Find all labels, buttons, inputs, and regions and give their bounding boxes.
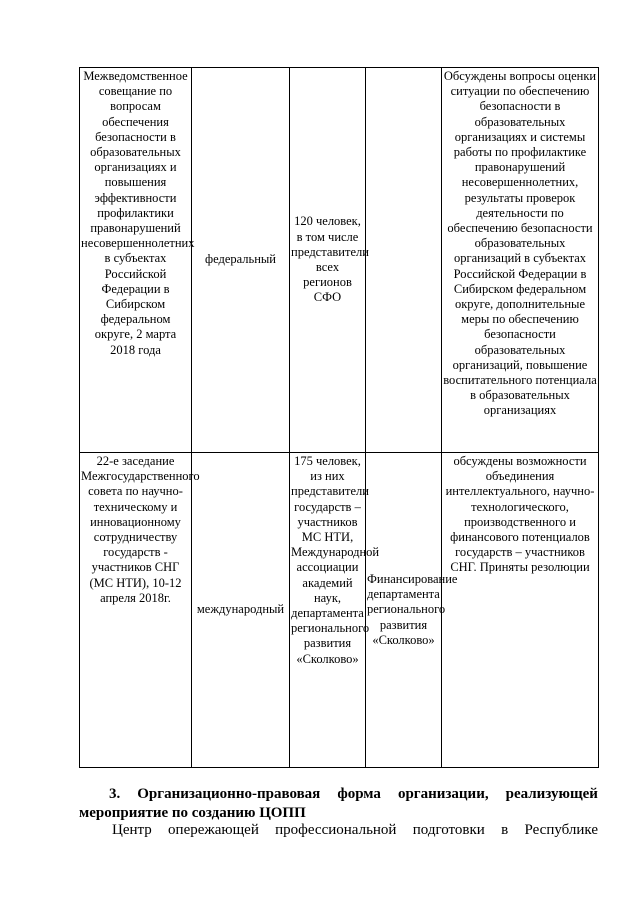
table-row [80, 453, 599, 768]
section-number: 3. [109, 786, 121, 802]
section-title-word: организации, [397, 786, 489, 802]
paragraph-word: Центр [112, 822, 152, 838]
level-cell [192, 453, 290, 768]
result-cell [442, 453, 599, 768]
level-cell [192, 68, 290, 453]
level-text: международный [196, 602, 285, 617]
organizer-cell [366, 453, 458, 768]
paragraph-word: профессиональной [275, 822, 397, 838]
section-heading [79, 785, 598, 823]
result-text: Обсуждены вопросы оценки ситуации по обеспечению безопасности в образовательных организациях и системы работы по профилактике правонарушений несовершеннолетних, результаты проверок деятельности по обеспечению безопасности образовательных организаций в субъектах Российской Федерации в Сибирском федеральном округе, дополнительные меры по обеспечению безопасности образовательных организаций, повышение воспитательного потенциала в образовательных организациях [443, 69, 597, 418]
table-row [80, 68, 599, 453]
paragraph-word: опережающей [168, 822, 259, 838]
section-title-line2: мероприятие по созданию ЦОПП [79, 805, 306, 821]
events-table [79, 67, 599, 768]
paragraph-word: в [501, 822, 509, 838]
section-title-word: Организационно-правовая [137, 786, 321, 802]
event-cell [80, 68, 195, 453]
organizer-text: Финансирование департамента регионального развития «Сколково» [367, 571, 458, 647]
participants-cell [290, 68, 369, 453]
participants-cell [290, 453, 380, 768]
level-text: федеральный [204, 252, 276, 267]
result-cell [442, 68, 599, 453]
event-text: Межведомственное совещание по вопросам обеспечения безопасности в образовательных организациях и повышения эффективности профилактики правонарушений несовершеннолетних в субъектах Российской Федерации в Сибирском федеральном округе, 2 марта 2018 года [81, 69, 195, 357]
paragraph-word: подготовки [412, 822, 485, 838]
paragraph-word: Республике [524, 822, 598, 838]
section-title-word: реализующей [505, 786, 598, 802]
event-cell [80, 453, 200, 768]
organizer-cell [366, 68, 442, 453]
event-text: 22-е заседание Межгосударственного совета по научно-техническому и инновационному сотрудничеству государств - участников СНГ (МС НТИ), 10-12 апреля 2018г. [81, 454, 200, 605]
result-text: обсуждены возможности объединения интеллектуального, научно-технологического, производственного и финансового потенциалов государств – участников СНГ. Приняты резолюции [445, 454, 595, 575]
participants-text: 175 человек, из них представители государств – участников МС НТИ, Международной ассоциации академий наук, департамента регионального развития «Сколково» [291, 454, 380, 666]
participants-text: 120 человек, в том числе представители всех регионов СФО [291, 214, 369, 305]
body-paragraph [79, 821, 598, 840]
section-title-word: форма [337, 786, 381, 802]
